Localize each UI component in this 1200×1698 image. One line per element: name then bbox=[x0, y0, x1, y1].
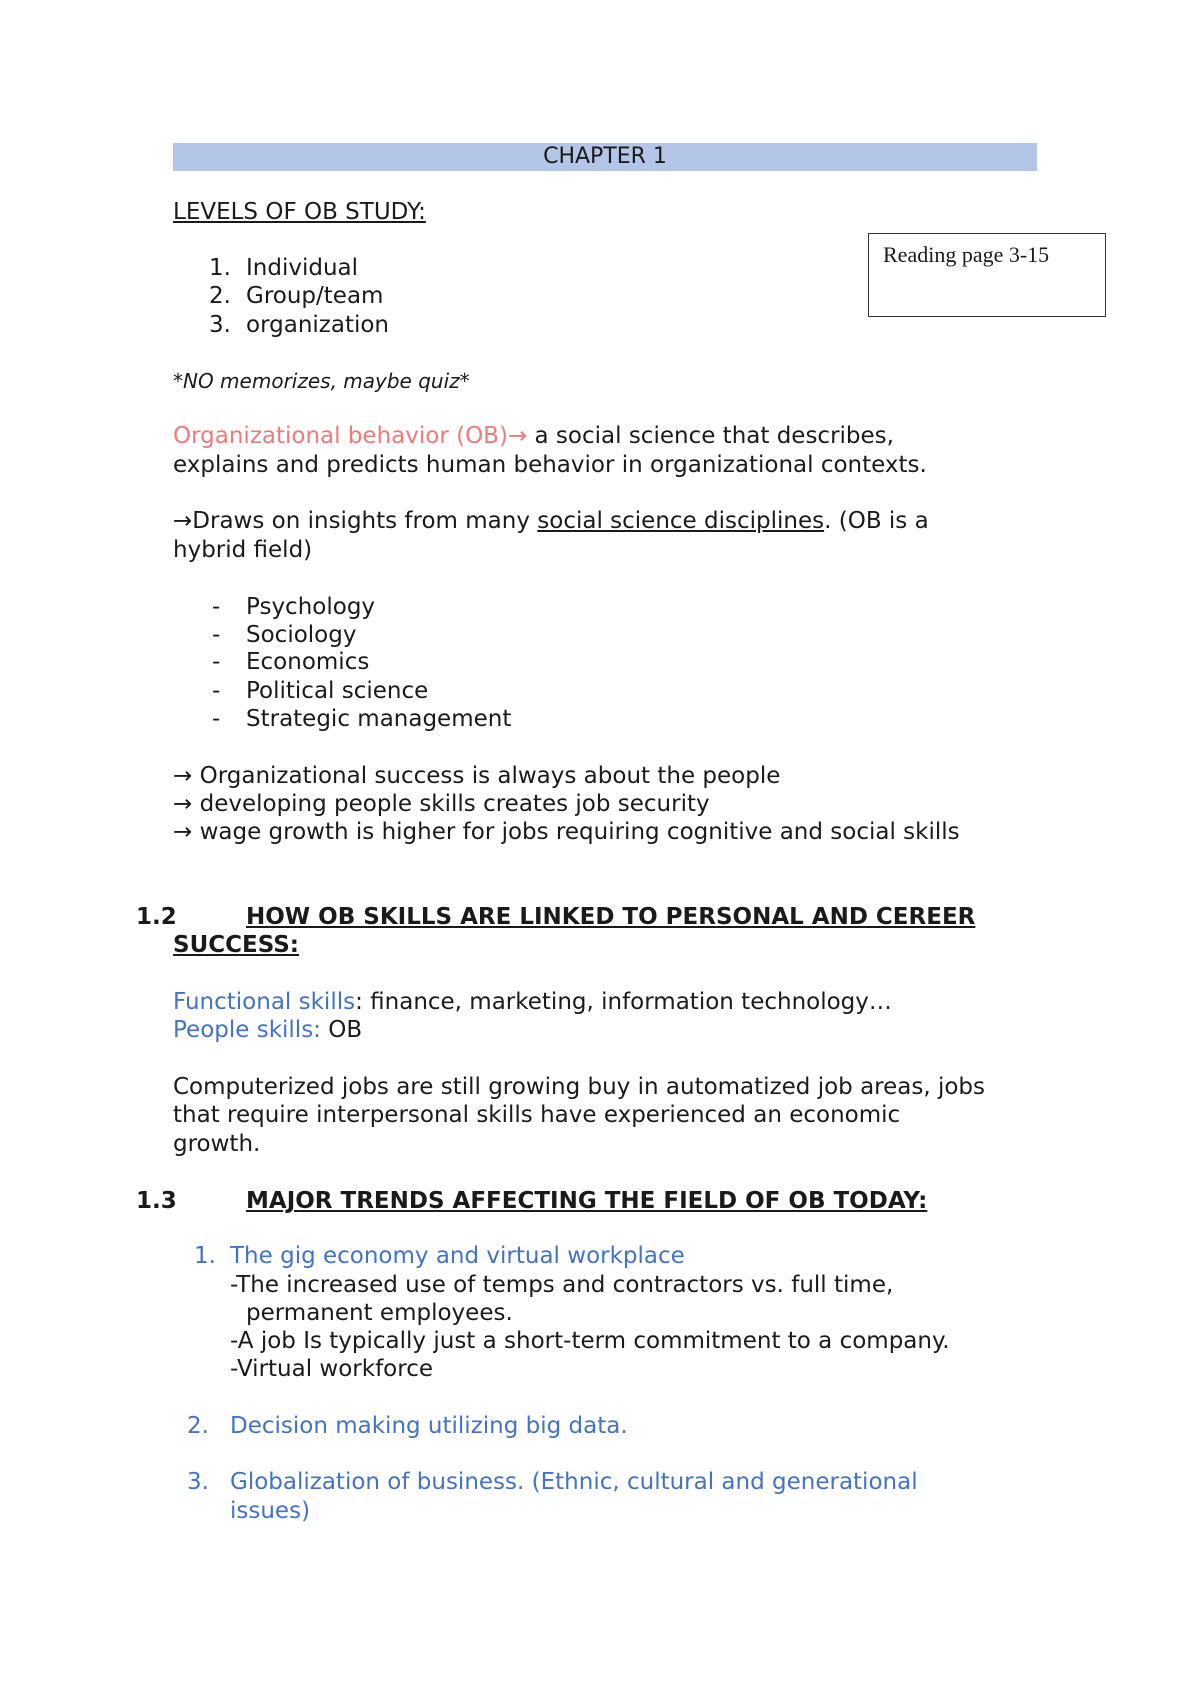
trend-detail: -Virtual workforce bbox=[230, 1356, 433, 1382]
list-number: 3. bbox=[187, 1469, 209, 1495]
ob-definition-line1 bbox=[173, 422, 894, 450]
arrow-point bbox=[173, 818, 960, 846]
list-item-label: Sociology bbox=[246, 622, 357, 648]
bullet-dash: - bbox=[212, 594, 221, 620]
paragraph-line: Computerized jobs are still growing buy in automatized job areas, jobs bbox=[173, 1074, 986, 1100]
ob-term: Organizational behavior (OB) bbox=[173, 423, 508, 449]
list-item bbox=[212, 648, 370, 676]
list-item-label: Economics bbox=[246, 649, 370, 675]
arrow-icon: → bbox=[507, 423, 528, 449]
list-item bbox=[212, 677, 429, 705]
functional-skills-label: Functional skills bbox=[173, 989, 356, 1015]
list-item-label: Strategic management bbox=[246, 706, 512, 732]
trend-label: Globalization of business. (Ethnic, cultural and generational bbox=[230, 1469, 918, 1495]
arrow-icon: → bbox=[173, 819, 193, 845]
paragraph-line: growth. bbox=[173, 1131, 261, 1157]
paragraph-line: that require interpersonal skills have experienced an economic bbox=[173, 1102, 901, 1128]
trend-label-cont: issues) bbox=[230, 1498, 311, 1524]
list-item-label: Individual bbox=[246, 255, 359, 281]
draws-on-line2: hybrid field) bbox=[173, 537, 313, 563]
quiz-note: *NO memorizes, maybe quiz* bbox=[173, 369, 470, 393]
list-number: 2. bbox=[209, 283, 231, 309]
arrow-icon: → bbox=[173, 791, 193, 817]
list-item-label: Group/team bbox=[246, 283, 384, 309]
list-item bbox=[209, 254, 359, 282]
levels-heading: LEVELS OF OB STUDY: bbox=[173, 199, 426, 225]
functional-skills-line bbox=[173, 988, 892, 1016]
people-skills-label: People skills: bbox=[173, 1017, 321, 1043]
list-item bbox=[212, 621, 357, 649]
arrow-point-text: Organizational success is always about the people bbox=[192, 763, 781, 789]
trend-detail: -A job Is typically just a short-term commitment to a company. bbox=[230, 1328, 950, 1354]
arrow-point bbox=[173, 790, 710, 818]
arrow-icon: → bbox=[173, 763, 193, 789]
section-title-cont: SUCCESS: bbox=[173, 932, 300, 958]
bullet-dash: - bbox=[212, 622, 221, 648]
reading-note-box: Reading page 3-15 bbox=[868, 233, 1106, 317]
list-number: 1. bbox=[209, 255, 231, 281]
list-item bbox=[209, 311, 390, 339]
list-item bbox=[212, 705, 512, 733]
draws-text-end: . (OB is a bbox=[824, 508, 929, 534]
section-number: 1.3 bbox=[136, 1188, 177, 1214]
list-number: 3. bbox=[209, 312, 231, 338]
ob-definition-line2: explains and predicts human behavior in organizational contexts. bbox=[173, 452, 927, 478]
section-title: HOW OB SKILLS ARE LINKED TO PERSONAL AND CEREER bbox=[246, 904, 976, 930]
list-item bbox=[212, 593, 376, 621]
disciplines-link: social science disciplines bbox=[537, 508, 825, 534]
people-skills-text: OB bbox=[320, 1017, 363, 1043]
trend-label: The gig economy and virtual workplace bbox=[230, 1243, 685, 1269]
arrow-point-text: developing people skills creates job security bbox=[192, 791, 710, 817]
draws-on-line1 bbox=[173, 507, 929, 535]
draws-text: Draws on insights from many bbox=[192, 508, 538, 534]
section-number: 1.2 bbox=[136, 904, 177, 930]
bullet-dash: - bbox=[212, 706, 221, 732]
trend-label: Decision making utilizing big data. bbox=[230, 1413, 628, 1439]
trend-detail: permanent employees. bbox=[246, 1300, 513, 1326]
functional-skills-text: : finance, marketing, information technology… bbox=[355, 989, 892, 1015]
list-item-label: organization bbox=[246, 312, 390, 338]
bullet-dash: - bbox=[212, 649, 221, 675]
list-number: 2. bbox=[187, 1413, 209, 1439]
list-item bbox=[209, 282, 384, 310]
bullet-dash: - bbox=[212, 678, 221, 704]
arrow-point bbox=[173, 762, 780, 790]
list-number: 1. bbox=[194, 1243, 216, 1269]
ob-definition-text: a social science that describes, bbox=[527, 423, 894, 449]
people-skills-line bbox=[173, 1016, 362, 1044]
section-title: MAJOR TRENDS AFFECTING THE FIELD OF OB TODAY: bbox=[246, 1188, 928, 1214]
trend-detail: -The increased use of temps and contractors vs. full time, bbox=[230, 1272, 894, 1298]
list-item-label: Political science bbox=[246, 678, 429, 704]
arrow-point-text: wage growth is higher for jobs requiring cognitive and social skills bbox=[192, 819, 960, 845]
list-item-label: Psychology bbox=[246, 594, 376, 620]
arrow-icon: → bbox=[173, 508, 193, 534]
chapter-heading: CHAPTER 1 bbox=[173, 143, 1037, 171]
